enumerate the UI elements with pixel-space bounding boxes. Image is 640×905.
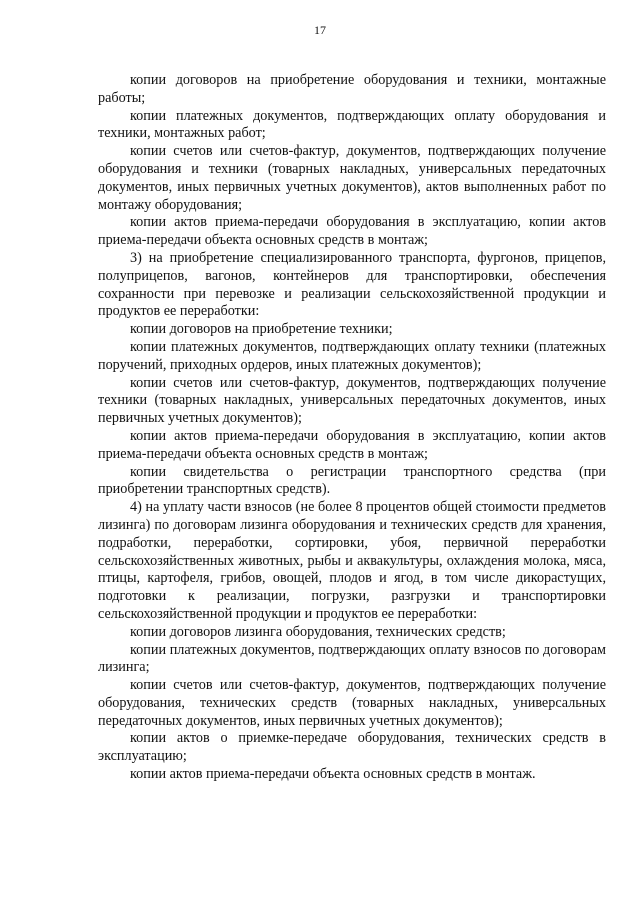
paragraph: копии договоров на приобретение техники; bbox=[130, 321, 393, 338]
paragraph: копии актов приема-передачи оборудования в эксплуатацию, копии актов приема-передачи объекта основных средств в монтаж; bbox=[98, 427, 606, 462]
paragraph: копии договоров лизинга оборудования, технических средств; bbox=[130, 623, 506, 640]
paragraph: копии актов о приемке-передаче оборудования, технических средств в эксплуатацию; bbox=[98, 730, 606, 765]
paragraph: копии счетов или счетов-фактур, документов, подтверждающих получение оборудования и техники (товарных накладных, универсальных передаточных документов, иных первичных учетных документов), актов выполненных работ по монтажу оборудования; bbox=[98, 143, 606, 213]
paragraph: копии платежных документов, подтверждающих оплату техники (платежных поручений, приходных ордеров, иных платежных документов); bbox=[98, 338, 606, 373]
paragraph: копии счетов или счетов-фактур, документов, подтверждающих получение оборудования, технических средств (товарных накладных, универсальных передаточных документов, иных первичных учетных документов); bbox=[98, 677, 606, 729]
paragraph: копии актов приема-передачи объекта основных средств в монтаж. bbox=[130, 766, 536, 783]
paragraph: копии счетов или счетов-фактур, документов, подтверждающих получение техники (товарных накладных, универсальных передаточных документов, иных первичных учетных документов); bbox=[98, 374, 606, 427]
page-number: 17 bbox=[314, 23, 326, 37]
paragraph: копии платежных документов, подтверждающих оплату оборудования и техники, монтажных работ; bbox=[98, 107, 606, 142]
paragraph: копии платежных документов, подтверждающих оплату взносов по договорам лизинга; bbox=[98, 641, 606, 676]
paragraph: 4) на уплату части взносов (не более 8 процентов общей стоимости предметов лизинга) по договорам лизинга оборудования и технических средств для хранения, подработки, переработки, сортировки, убоя, первичной переработки сельскохозяйственных животных, рыбы и аквакультуры, охлаждения молока, мяса, птицы, картофеля, грибов, овощей, плодов и ягод, в том числе дикорастущих, подготовки к реализации, погрузки, разгрузки и транспортировки сельскохозяйственной продукции и продуктов ее переработки: bbox=[98, 499, 606, 622]
paragraph: копии свидетельства о регистрации транспортного средства (при приобретении транспортных средств). bbox=[98, 463, 606, 498]
paragraph: копии договоров на приобретение оборудования и техники, монтажные работы; bbox=[98, 72, 606, 106]
paragraph: копии актов приема-передачи оборудования в эксплуатацию, копии актов приема-передачи объекта основных средств в монтаж; bbox=[98, 214, 606, 249]
paragraph: 3) на приобретение специализированного транспорта, фургонов, прицепов, полуприцепов, вагонов, контейнеров для транспортировки, обеспечения сохранности при перевозке и реализации сельскохозяйственной продукции и продуктов ее переработки: bbox=[98, 249, 606, 320]
document-body bbox=[98, 72, 606, 784]
